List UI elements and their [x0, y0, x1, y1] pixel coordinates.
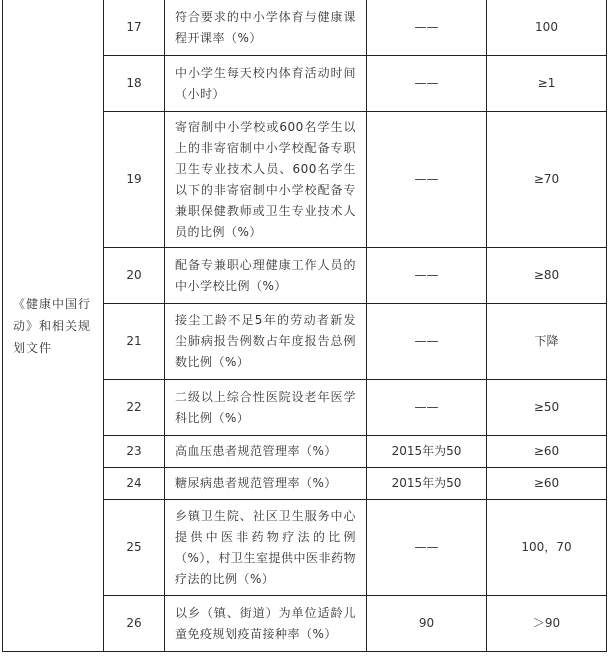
- indicator-text: 乡镇卫生院、社区卫生服务中心提供中医非药物疗法的比例（%），村卫生室提供中医非药物疗法的比例（%）: [165, 500, 367, 596]
- target-value: ≥50: [487, 380, 607, 436]
- indicator-text: 以乡（镇、街道）为单位适龄儿童免疫规划疫苗接种率（%）: [165, 596, 367, 652]
- row-number: 21: [104, 304, 165, 380]
- row-number: 20: [104, 248, 165, 304]
- indicator-text: 寄宿制中小学校或600名学生以上的非寄宿制中小学校配备专职卫生专业技术人员、600名学生以下的非寄宿制中小学校配备专兼职保健教师或卫生专业技术人员的比例（%）: [165, 112, 367, 248]
- indicator-text: 中小学生每天校内体育活动时间（小时）: [165, 56, 367, 112]
- source-cell: 《健康中国行动》和相关规划文件: [3, 0, 104, 652]
- row-number: 23: [104, 436, 165, 468]
- baseline-value: 2015年为50: [367, 468, 487, 500]
- target-value: 下降: [487, 304, 607, 380]
- table-row: [3, 0, 607, 56]
- indicator-text: 符合要求的中小学体育与健康课程开课率（%）: [165, 0, 367, 56]
- target-value: ≥60: [487, 436, 607, 468]
- indicator-text: 高血压患者规范管理率（%）: [165, 436, 367, 468]
- indicator-text: 配备专兼职心理健康工作人员的中小学校比例（%）: [165, 248, 367, 304]
- target-value: ≥70: [487, 112, 607, 248]
- baseline-value: ——: [367, 112, 487, 248]
- baseline-value: ——: [367, 56, 487, 112]
- target-value: 100，70: [487, 500, 607, 596]
- row-number: 22: [104, 380, 165, 436]
- baseline-value: ——: [367, 0, 487, 56]
- indicator-text: 二级以上综合性医院设老年医学科比例（%）: [165, 380, 367, 436]
- indicator-text: 接尘工龄不足5年的劳动者新发尘肺病报告例数占年度报告总例数比例（%）: [165, 304, 367, 380]
- target-value: 100: [487, 0, 607, 56]
- row-number: 17: [104, 0, 165, 56]
- indicator-text: 糖尿病患者规范管理率（%）: [165, 468, 367, 500]
- baseline-value: ——: [367, 500, 487, 596]
- baseline-value: ——: [367, 304, 487, 380]
- target-value: ＞90: [487, 596, 607, 652]
- row-number: 26: [104, 596, 165, 652]
- baseline-value: ——: [367, 248, 487, 304]
- row-number: 18: [104, 56, 165, 112]
- baseline-value: 90: [367, 596, 487, 652]
- indicator-table: [2, 0, 607, 652]
- target-value: ≥60: [487, 468, 607, 500]
- row-number: 19: [104, 112, 165, 248]
- target-value: ≥1: [487, 56, 607, 112]
- target-value: ≥80: [487, 248, 607, 304]
- baseline-value: ——: [367, 380, 487, 436]
- row-number: 24: [104, 468, 165, 500]
- row-number: 25: [104, 500, 165, 596]
- baseline-value: 2015年为50: [367, 436, 487, 468]
